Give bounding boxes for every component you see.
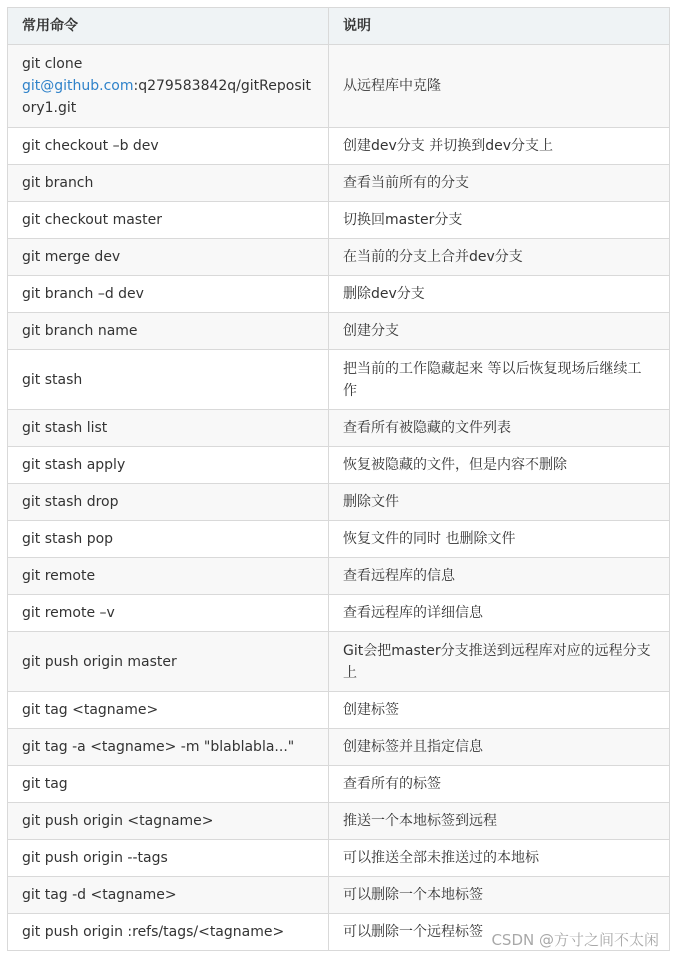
description-cell: 创建标签 bbox=[329, 692, 670, 729]
table-row bbox=[8, 766, 670, 803]
table-row bbox=[8, 521, 670, 558]
description-cell: 从远程库中克隆 bbox=[329, 45, 670, 128]
command-cell: git branch bbox=[8, 165, 329, 202]
table-row bbox=[8, 692, 670, 729]
table-row bbox=[8, 276, 670, 313]
description-cell: Git会把master分支推送到远程库对应的远程分支上 bbox=[329, 632, 670, 692]
watermark: CSDN @方寸之间不太闲 bbox=[491, 931, 659, 949]
description-cell: 查看所有的标签 bbox=[329, 766, 670, 803]
description-cell: 可以推送全部未推送过的本地标 bbox=[329, 840, 670, 877]
git-commands-table bbox=[7, 7, 670, 951]
description-cell: 查看远程库的详细信息 bbox=[329, 595, 670, 632]
table-row bbox=[8, 840, 670, 877]
table-row bbox=[8, 803, 670, 840]
header-description: 说明 bbox=[329, 8, 670, 45]
command-cell: git branch –d dev bbox=[8, 276, 329, 313]
command-cell: git checkout master bbox=[8, 202, 329, 239]
description-cell: 创建标签并且指定信息 bbox=[329, 729, 670, 766]
command-cell bbox=[8, 45, 329, 128]
description-cell: 切换回master分支 bbox=[329, 202, 670, 239]
description-cell: 可以删除一个远程标签 bbox=[329, 914, 670, 951]
command-cell: git push origin master bbox=[8, 632, 329, 692]
command-cell: git stash bbox=[8, 350, 329, 410]
command-cell: git checkout –b dev bbox=[8, 128, 329, 165]
table-row bbox=[8, 128, 670, 165]
description-cell: 创建分支 bbox=[329, 313, 670, 350]
table-header-row bbox=[8, 8, 670, 45]
header-command: 常用命令 bbox=[8, 8, 329, 45]
table-row bbox=[8, 239, 670, 276]
command-cell: git push origin :refs/tags/<tagname> bbox=[8, 914, 329, 951]
command-cell: git tag -a <tagname> -m "blablabla..." bbox=[8, 729, 329, 766]
command-cell: git stash drop bbox=[8, 484, 329, 521]
command-cell: git branch name bbox=[8, 313, 329, 350]
description-cell: 查看远程库的信息 bbox=[329, 558, 670, 595]
command-cell: git stash list bbox=[8, 410, 329, 447]
table-row bbox=[8, 447, 670, 484]
description-cell: 恢复被隐藏的文件，但是内容不删除 bbox=[329, 447, 670, 484]
command-cell: git stash pop bbox=[8, 521, 329, 558]
table-row bbox=[8, 410, 670, 447]
command-cell: git tag bbox=[8, 766, 329, 803]
table-row bbox=[8, 632, 670, 692]
command-text: git clone bbox=[22, 56, 83, 72]
table-row bbox=[8, 313, 670, 350]
command-text-rest: :q279583842q/gitRepository1.git bbox=[22, 78, 311, 116]
command-cell: git remote –v bbox=[8, 595, 329, 632]
table-row bbox=[8, 484, 670, 521]
table-row bbox=[8, 877, 670, 914]
table-row bbox=[8, 45, 670, 128]
table-row bbox=[8, 729, 670, 766]
description-cell: 删除dev分支 bbox=[329, 276, 670, 313]
description-cell: 把当前的工作隐藏起来 等以后恢复现场后继续工作 bbox=[329, 350, 670, 410]
table-row bbox=[8, 202, 670, 239]
description-cell: 删除文件 bbox=[329, 484, 670, 521]
description-cell: 在当前的分支上合并dev分支 bbox=[329, 239, 670, 276]
description-cell: 查看所有被隐藏的文件列表 bbox=[329, 410, 670, 447]
command-cell: git tag -d <tagname> bbox=[8, 877, 329, 914]
table-row bbox=[8, 595, 670, 632]
command-cell: git push origin <tagname> bbox=[8, 803, 329, 840]
command-cell: git merge dev bbox=[8, 239, 329, 276]
description-cell: 推送一个本地标签到远程 bbox=[329, 803, 670, 840]
email-link[interactable]: git@github.com bbox=[22, 78, 134, 94]
table-row bbox=[8, 558, 670, 595]
description-cell: 可以删除一个本地标签 bbox=[329, 877, 670, 914]
description-cell: 恢复文件的同时 也删除文件 bbox=[329, 521, 670, 558]
command-cell: git remote bbox=[8, 558, 329, 595]
table-row bbox=[8, 350, 670, 410]
command-cell: git tag <tagname> bbox=[8, 692, 329, 729]
command-cell: git push origin --tags bbox=[8, 840, 329, 877]
command-cell: git stash apply bbox=[8, 447, 329, 484]
description-cell: 创建dev分支 并切换到dev分支上 bbox=[329, 128, 670, 165]
table-row bbox=[8, 165, 670, 202]
description-cell: 查看当前所有的分支 bbox=[329, 165, 670, 202]
